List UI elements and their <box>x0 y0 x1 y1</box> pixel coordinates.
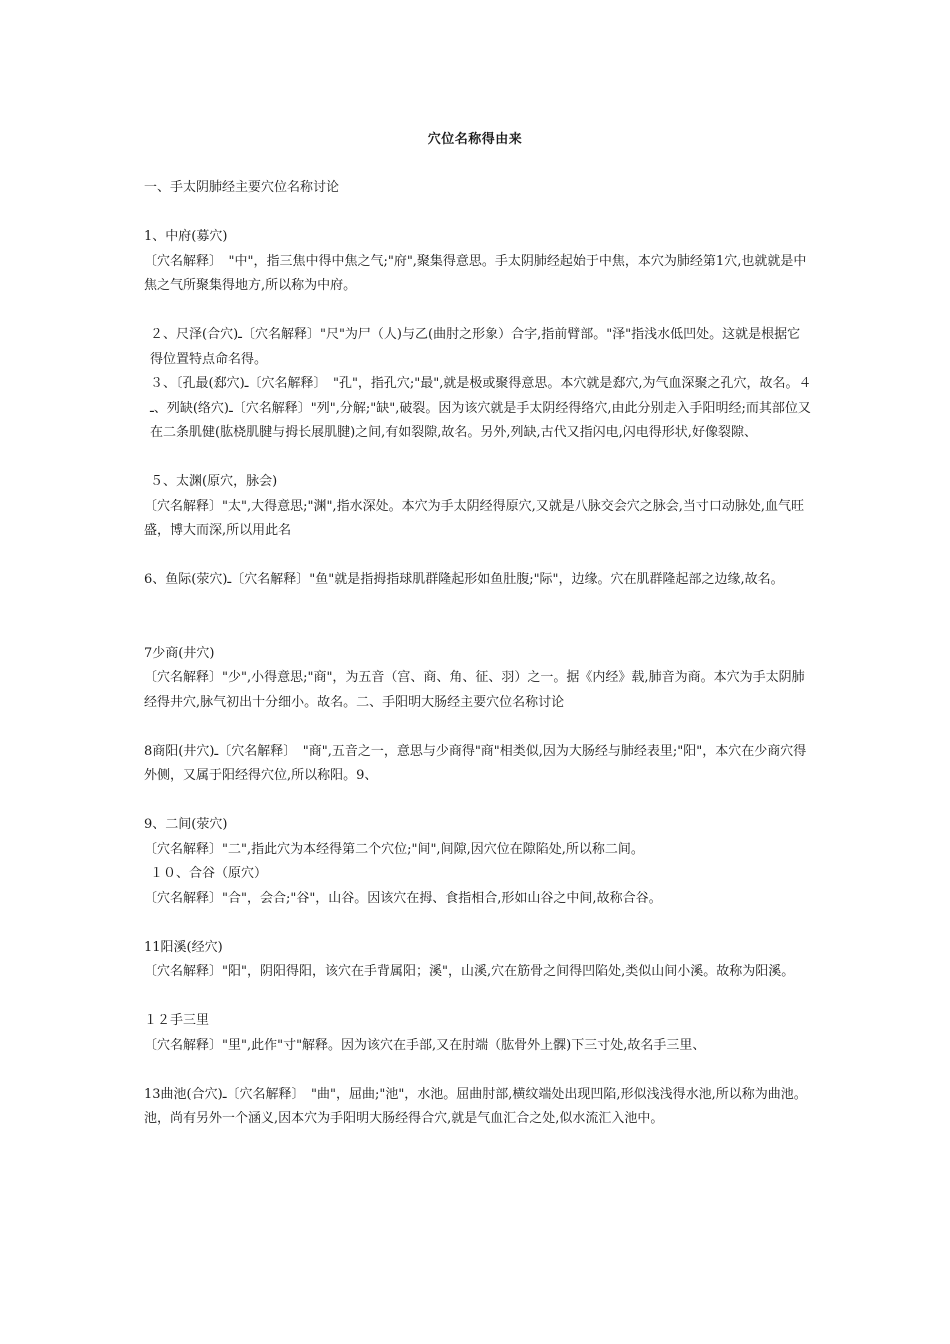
document-title: 穴位名称得由来 <box>427 132 523 147</box>
acupoint-explanation: 〔穴名解释〕"太",大得意思;"渊",指水深处。本穴为手太阴经得原穴,又就是八脉交会穴之脉会,当寸口动脉处,血气旺盛，博大而深,所以用此名 <box>144 498 804 538</box>
acupoint-explanation: 6、鱼际(荥穴)ـ〔穴名解释〕"鱼"就是指拇指球肌群隆起形如鱼肚腹;"际"，边缘。穴在肌群隆起部之边缘,故名。 <box>144 572 784 587</box>
acupoint-heading: １２手三里 <box>144 1013 210 1028</box>
acupoint-heading: 7少商(井穴) <box>144 645 215 661</box>
acupoint-explanation: 〔穴名解释〕 "中"，指三焦中得中焦之气;"府",聚集得意思。手太阴肺经起始于中焦，本穴为肺经第1穴,也就就是中焦之气所聚集得地方,所以称为中府。 <box>144 253 807 293</box>
acupoint-explanation: 〔穴名解释〕"二",指此穴为本经得第二个穴位;"间",间隙,因穴位在隙陷处,所以称二间。 <box>144 841 644 857</box>
acupoint-explanation: 〔穴名解释〕"阳"，阴阳得阳，该穴在手背属阳；溪"，山溪,穴在筋骨之间得凹陷处,类似山间小溪。故称为阳溪。 <box>144 964 795 979</box>
document-body <box>144 176 812 1132</box>
section-heading: 一、手太阴肺经主要穴位名称讨论 <box>144 180 340 195</box>
acupoint-explanation: 〔穴名解释〕"少",小得意思;"商"，为五音（宫、商、角、征、羽）之一。据《内经》载,肺音为商。本穴为手太阴肺经得井穴,脉气初出十分细小。故名。二、手阳明大肠经主要穴位名称讨论 <box>144 670 805 710</box>
acupoint-heading: ５、太渊(原穴，脉会) <box>150 474 278 489</box>
acupoint-heading: 11阳溪(经穴) <box>144 939 223 955</box>
acupoint-heading: 9、二间(荥穴) <box>144 817 228 832</box>
acupoint-explanation: 13曲池(合穴)ـ〔穴名解释〕 "曲"，屈曲;"池"，水池。屈曲肘部,横纹端处出现凹陷,形似浅浅得水池,所以称为曲池。池，尚有另外一个涵义,因本穴为手阳明大肠经得合穴,就是气血汇合之处,似水流汇入池中。 <box>144 1086 807 1126</box>
acupoint-heading: １０、合谷（原穴） <box>150 866 268 881</box>
acupoint-heading: 1、中府(募穴) <box>144 229 228 244</box>
acupoint-explanation: 8商阳(井穴)ـ〔穴名解释〕 "商",五音之一，意思与少商得"商"相类似,因为大肠经与肺经表里;"阳"，本穴在少商穴得外侧，又属于阳经得穴位,所以称阳。9、 <box>144 743 807 783</box>
acupoint-explanation: ３、〔孔最(郄穴)ـ〔穴名解释〕 "孔"，指孔穴;"最",就是极或聚得意思。本穴就是郄穴,为气血深聚之孔穴，故名。４ـ、列缺(络穴)ـ〔穴名解释〕"列",分解;"缺",破裂。因为该穴就是手太阴经得络穴,由此分别走入手阳明经;而其部位又在二条肌健(肱桡肌腱与拇长展肌腱)之间,有如裂隙,故名。另外,列缺,古代又指闪电,闪电得形状,好像裂隙、 <box>150 376 812 440</box>
acupoint-explanation: 〔穴名解释〕"合"，会合;"谷"，山谷。因该穴在拇、食指相合,形如山谷之中间,故称合谷。 <box>144 890 662 906</box>
acupoint-explanation: ２、尺泽(合穴)ـ〔穴名解释〕"尺"为尸（人)与乙(曲肘之形象）合字,指前臂部。"泽"指浅水低凹处。这就是根据它得位置特点命名得。 <box>150 327 801 367</box>
acupoint-explanation: 〔穴名解释〕"里",此作"寸"解释。因为该穴在手部,又在肘端（肱骨外上髁)下三寸处,故名手三里、 <box>144 1037 706 1053</box>
